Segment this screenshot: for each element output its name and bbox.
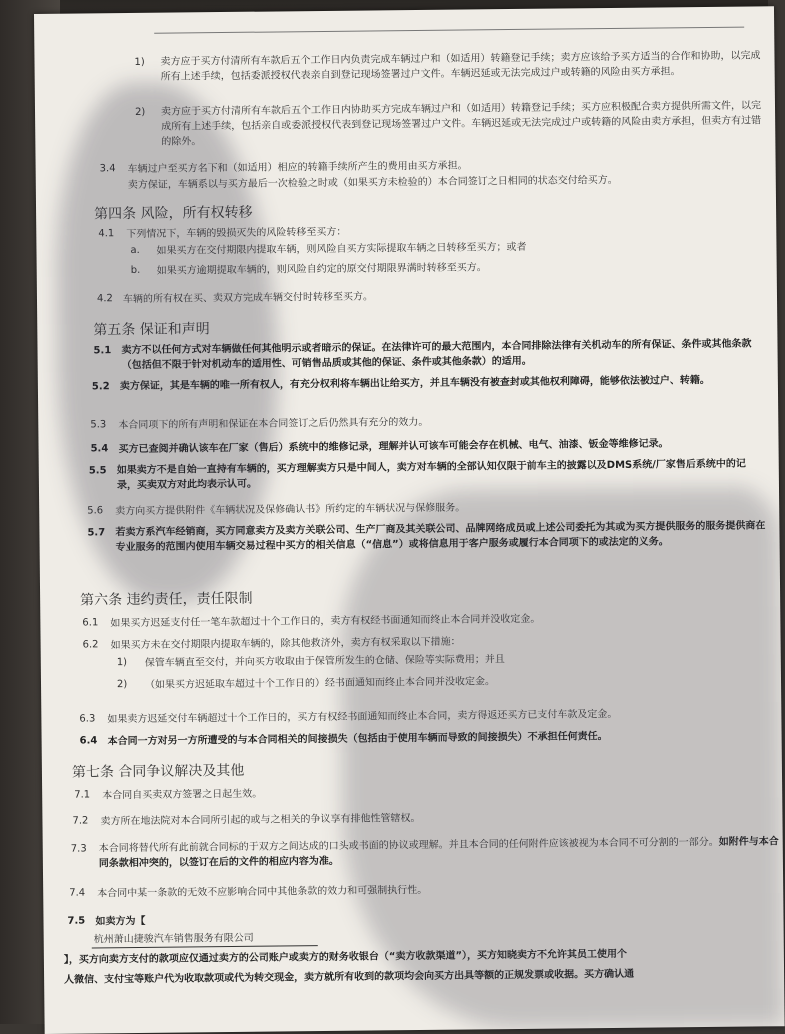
clause-7-4: 本合同中某一条款的无效不应影响合同中其他条款的效力和可强制执行性。 xyxy=(97,884,428,900)
top-rule xyxy=(154,27,744,34)
clause-4-1-b-label: b. xyxy=(130,264,141,277)
clause-6-4: 本合同一方对另一方所遭受的与本合同相关的间接损失（包括由于使用车辆而导致的间接损失）不承担任何责任。 xyxy=(107,731,608,748)
clause-3-4-line-2: 卖方保证，车辆系以与买方最后一次检验之时或（如果买方未检验的）本合同签订之日相同的状态交付给买方。 xyxy=(127,174,618,192)
clause-7-3-number: 7.3 xyxy=(70,843,87,855)
clause-5-5-number: 5.5 xyxy=(88,465,107,477)
clause-6-3: 如果卖方迟延交付车辆超过十个工作日的，买方有权经书面通知而终止本合同，卖方得返还买方已支付车款及定金。 xyxy=(107,708,618,726)
clause-5-3-number: 5.3 xyxy=(90,419,107,431)
clause-6-2-1-number: 1) xyxy=(116,657,128,669)
clause-7-4-number: 7.4 xyxy=(69,887,86,899)
clause-7-2-number: 7.2 xyxy=(72,815,89,827)
seller-company-name: 杭州萧山捷骏汽车销售服务有限公司 xyxy=(93,932,254,946)
clause-6-2-2: （如果买方迟延取车超过十个工作日的）经书面通知而终止本合同并没收定金。 xyxy=(144,676,496,691)
clause-6-1-number: 6.1 xyxy=(82,617,99,629)
clause-4-1-a: 如果买方在交付期限内提取车辆，则风险自买方实际提取车辆之日转移至买方；或者 xyxy=(156,241,527,257)
clause-3-item-2: 卖方应于买方付清所有车款后五个工作日内协助买方完成车辆过户和（如适用）转籍登记手续；买方应积极配合卖方提供所需文件，以完成所有上述手续，包括亲自或委派授权代表到登记现场签署过户文件。车辆迟延或无法完成过户或转籍的风险由卖方承担，但卖方有过错的除外。 xyxy=(160,100,762,148)
article-4-title: 第四条 风险，所有权转移 xyxy=(94,204,253,223)
clause-5-7-number: 5.7 xyxy=(87,527,106,539)
clause-7-5-line-1: 】，买方向卖方支付的款项应仅通过卖方的公司账户或卖方的财务收银台（“卖方收款渠道”），买方知晓卖方不允许其员工使用个 xyxy=(63,948,628,966)
clause-7-3-text: 本合同将替代所有此前就合同标的于双方之间达成的口头或书面的协议或理解。并且本合同的任何附件应该被视为本合同不可分割的一部分。 xyxy=(98,836,719,855)
clause-5-1: 卖方不以任何方式对车辆做任何其他明示或者暗示的保证。在法律许可的最大范围内，本合同排除法律有关机动车的所有保证、条件或其他条款（包括但不限于针对机动车的适用性、可销售品质或其他的保证、条件或其他条款）的适用。 xyxy=(121,338,752,372)
clause-3-4-number: 3.4 xyxy=(99,163,116,175)
clause-4-2: 车辆的所有权在买、卖双方完成车辆交付时转移至买方。 xyxy=(122,291,374,306)
clause-4-2-number: 4.2 xyxy=(96,293,113,305)
article-7-title: 第七条 合同争议解决及其他 xyxy=(71,762,245,781)
clause-7-1-number: 7.1 xyxy=(74,789,91,801)
clause-5-7: 若卖方系汽车经销商，买方同意卖方及卖方关联公司、生产厂商及其关联公司、品牌网络成员或上述公司委托为其或为买方提供服务的服务提供商在专业服务的范围内使用车辆交易过程中买方的相关信息（“信息”）或将信息用于客户服务或履行本合同项下的或法定的义务。 xyxy=(115,520,766,554)
clause-7-1: 本合同自买卖双方签署之日起生效。 xyxy=(102,788,263,802)
clause-5-6: 卖方向买方提供附件《车辆状况及保修确认书》所约定的车辆状况与保修服务。 xyxy=(115,502,466,518)
clause-6-1: 如果买方迟延支付任一笔车款超过十个工作日的，卖方有权经书面通知而终止本合同并没收定金。 xyxy=(110,613,541,630)
article-6-title: 第六条 违约责任，责任限制 xyxy=(80,590,253,609)
clause-7-3 xyxy=(99,834,779,871)
clause-3-item-1-number: 1) xyxy=(134,56,145,68)
clause-5-4-number: 5.4 xyxy=(90,443,109,455)
clause-6-2-number: 6.2 xyxy=(82,639,99,651)
clause-7-3-bold-text: 如附件与本合同条款相冲突的，以签订在后的文件的相应内容为准。 xyxy=(98,836,779,870)
clause-4-1-a-label: a. xyxy=(130,244,140,257)
clause-7-5-prefix: 如卖方为【 xyxy=(95,915,146,928)
article-5-title: 第五条 保证和声明 xyxy=(93,321,210,339)
clause-7-2: 卖方所在地法院对本合同所引起的或与之相关的争议享有排他性管辖权。 xyxy=(100,812,421,828)
clause-6-3-number: 6.3 xyxy=(79,713,96,725)
clause-5-2-number: 5.2 xyxy=(91,381,110,393)
clause-3-item-1: 卖方应于买方付清所有车款后五个工作日内负责完成车辆过户和（如适用）转籍登记手续；卖方应该给予买方适当的合作和协助，以完成所有上述手续，包括委派授权代表亲自到登记现场签署过户文件。车辆迟延或无法完成过户或转籍的风险由买方承担。 xyxy=(160,50,761,83)
clause-3-4-line-1: 车辆过户至买方名下和（如适用）相应的转籍手续所产生的费用由买方承担。 xyxy=(127,160,468,176)
clause-5-6-number: 5.6 xyxy=(87,505,104,517)
clause-5-5: 如果卖方不是自始一直持有车辆的，买方理解卖方只是中间人，卖方对车辆的全部认知仅限于前车主的披露以及DMS系统/厂家售后系统中的记录，买卖双方对此均表示认可。 xyxy=(116,458,746,492)
clause-7-5-line-2: 人微信、支付宝等账户代为收取款项或代为转交现金，卖方就所有收到的款项均会向买方出具等额的正规发票或收据。买方确认通 xyxy=(64,968,635,986)
clause-5-3: 本合同项下的所有声明和保证在本合同签订之后仍然具有充分的效力。 xyxy=(118,416,429,432)
clause-6-2-2-number: 2) xyxy=(116,679,128,691)
clause-6-2: 如果买方未在交付期限内提取车辆的，除其他救济外，卖方有权采取以下措施： xyxy=(110,636,461,652)
clause-5-4: 买方已查阅并确认该车在厂家（售后）系统中的维修记录，理解并认可该车可能会存在机械、电气、油漆、钣金等维修记录。 xyxy=(118,438,669,456)
clause-3-item-2-number: 2) xyxy=(134,106,146,118)
clause-4-1: 下列情况下，车辆的毁损灭失的风险转移至买方： xyxy=(126,226,347,241)
contract-page xyxy=(34,6,785,1034)
clause-6-2-1: 保管车辆直至交付，并向买方收取由于保管所发生的仓储、保险等实际费用；并且 xyxy=(144,654,505,669)
clause-5-1-number: 5.1 xyxy=(93,345,112,357)
clause-5-2: 卖方保证，其是车辆的唯一所有权人，有充分权利将车辆出让给买方，并且车辆没有被查封或其他权利障碍，能够依法被过户、转籍。 xyxy=(119,374,710,393)
clause-7-5-number: 7.5 xyxy=(67,915,86,927)
clause-4-1-number: 4.1 xyxy=(98,228,115,240)
clause-4-1-b: 如果买方逾期提取车辆的，则风险自约定的原交付期限界满时转移至买方。 xyxy=(156,262,487,277)
clause-6-4-number: 6.4 xyxy=(79,735,98,747)
